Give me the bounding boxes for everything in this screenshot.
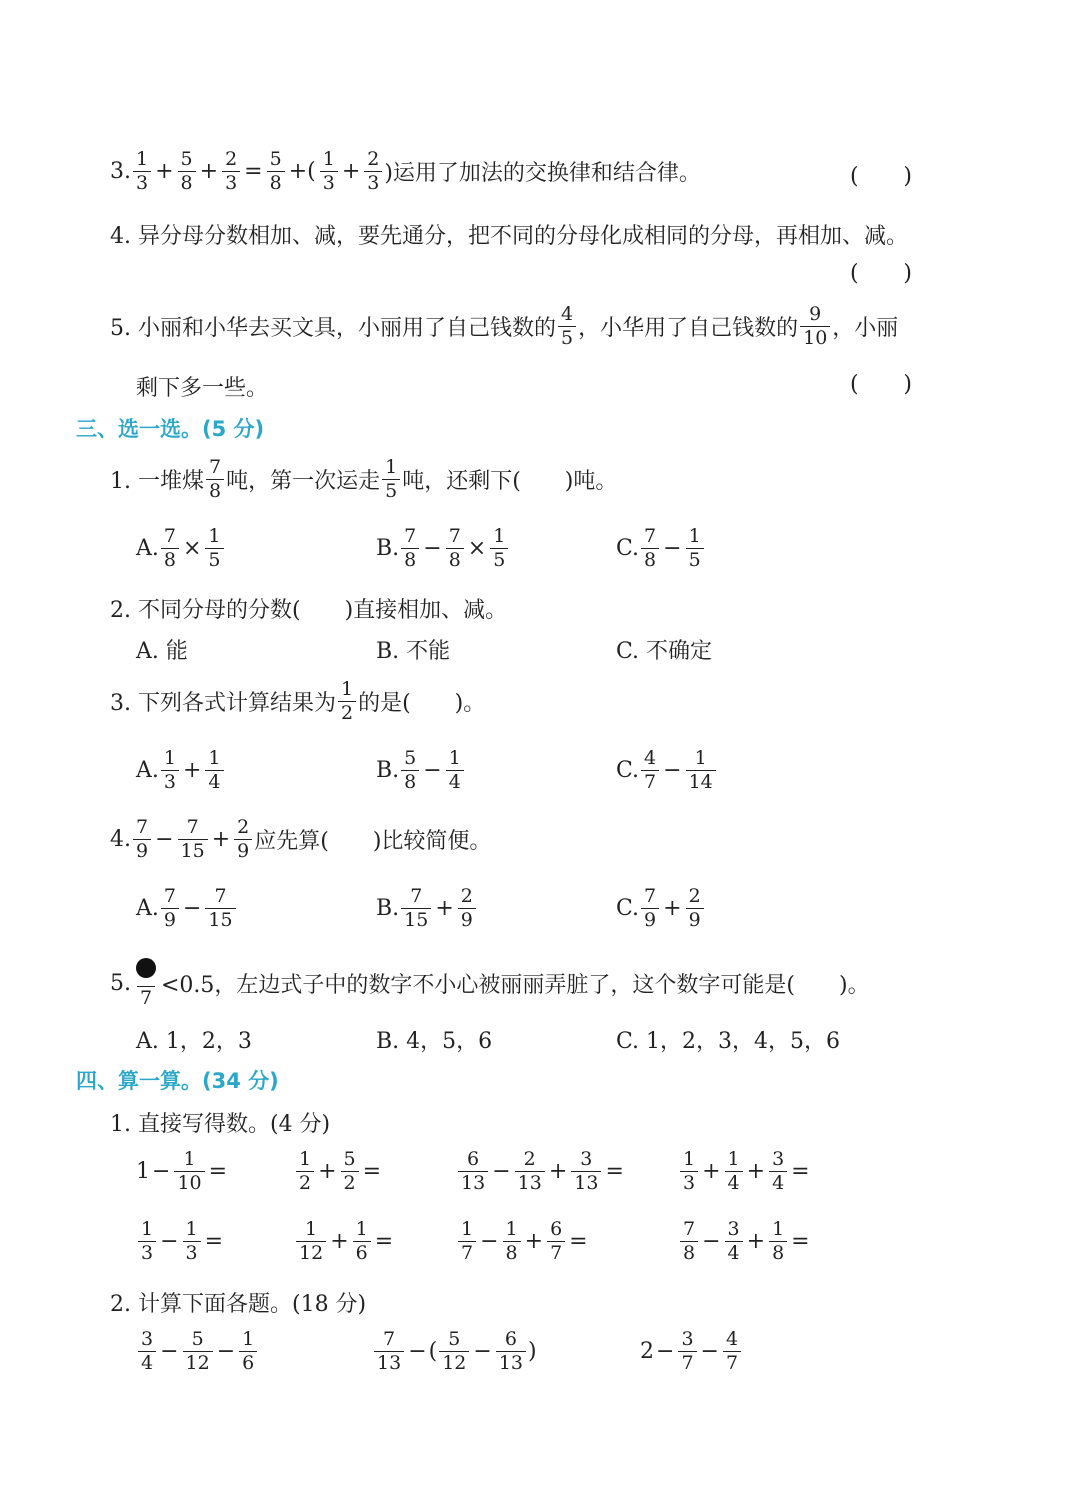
- fraction: $\frac{9}{10}$: [800, 305, 830, 348]
- oral-calc-item[interactable]: $\frac{1}{2}$ + $\frac{5}{2}$ =: [294, 1150, 383, 1193]
- option-a[interactable]: A. 1，2，3: [136, 1029, 252, 1054]
- option-a[interactable]: A. $\frac{7}{8}$ × $\frac{1}{5}$: [136, 527, 226, 570]
- option-b[interactable]: B. $\frac{5}{8}$ − $\frac{1}{4}$: [376, 749, 466, 792]
- calc-problem[interactable]: 2 − $\frac{3}{7}$ − $\frac{4}{7}$: [640, 1330, 743, 1373]
- calc-part2-title: 2. 计算下面各题。(18 分): [110, 1292, 367, 1317]
- option-c[interactable]: C. 1，2，3，4，5，6: [616, 1029, 841, 1054]
- answer-parens[interactable]: ( ): [850, 261, 912, 286]
- judge-q3: 3. $\frac{1}{3}$ + $\frac{5}{8}$ + $\frac{2}{3}$ = $\frac{5}{8}$ +( $\frac{1}{3}$ + $\frac{2}{3}$ )运用了加法的交换律和结合律。: [110, 148, 701, 194]
- choice-q1: 1. 一堆煤 $\frac{7}{8}$ 吨，第一次运走 $\frac{1}{5}$ 吨，还剩下( )吨。: [110, 456, 618, 502]
- choice-q5: 5. 7 <0.5，左边式子中的数字不小心被丽丽弄脏了，这个数字可能是( )。: [110, 958, 870, 1008]
- judge-q5: 5. 小丽和小华去买文具，小丽用了自己钱数的 $\frac{4}{5}$ ，小华用了自己钱数的 $\frac{9}{10}$ ，小丽: [110, 303, 899, 349]
- oral-calc-item[interactable]: $\frac{1}{3}$ + $\frac{1}{4}$ + $\frac{3}{4}$ =: [678, 1150, 812, 1193]
- fraction: $\frac{1}{2}$: [338, 680, 356, 723]
- fraction: $\frac{1}{3}$: [320, 150, 338, 193]
- ink-blot-icon: [136, 958, 156, 978]
- option-c[interactable]: C. $\frac{7}{9}$ + $\frac{2}{9}$: [616, 887, 706, 930]
- option-b[interactable]: B. 不能: [376, 639, 451, 664]
- answer-parens[interactable]: ( ): [850, 164, 912, 189]
- fraction: $\frac{1}{3}$: [133, 150, 151, 193]
- oral-calc-item[interactable]: $\frac{1}{3}$ − $\frac{1}{3}$ =: [136, 1220, 225, 1263]
- option-b[interactable]: B. 4，5，6: [376, 1029, 493, 1054]
- option-c[interactable]: C. 不确定: [616, 639, 713, 664]
- oral-calc-item[interactable]: $\frac{6}{13}$ − $\frac{2}{13}$ + $\frac{3}{13}$ =: [456, 1150, 626, 1193]
- section-title-calculate: 四、算一算。(34 分): [76, 1069, 279, 1093]
- judge-q5-cont: 剩下多一些。: [136, 376, 269, 401]
- oral-calc-item[interactable]: 1 − $\frac{1}{10}$ =: [136, 1148, 228, 1194]
- ink-blot-fraction: 7: [133, 958, 159, 1008]
- fraction: $\frac{5}{8}$: [178, 150, 196, 193]
- choice-q3: 3. 下列各式计算结果为 $\frac{1}{2}$ 的是( )。: [110, 678, 486, 724]
- section-title-choose: 三、选一选。(5 分): [76, 417, 265, 441]
- calc-part1-title: 1. 直接写得数。(4 分): [110, 1112, 331, 1137]
- option-b[interactable]: B. $\frac{7}{8}$ − $\frac{7}{8}$ × $\frac{1}{5}$: [376, 527, 510, 570]
- option-a[interactable]: A. 能: [136, 639, 188, 664]
- fraction: $\frac{7}{8}$: [206, 458, 224, 501]
- fraction: $\frac{1}{5}$: [382, 458, 400, 501]
- calc-problem[interactable]: $\frac{7}{13}$ − ( $\frac{5}{12}$ − $\frac{6}{13}$ ): [372, 1330, 537, 1373]
- oral-calc-item[interactable]: $\frac{1}{12}$ + $\frac{1}{6}$ =: [294, 1220, 395, 1263]
- choice-q4: 4. $\frac{7}{9}$ − $\frac{7}{15}$ + $\frac{2}{9}$ 应先算( )比较简便。: [110, 816, 492, 862]
- option-a[interactable]: A. $\frac{7}{9}$ − $\frac{7}{15}$: [136, 887, 238, 930]
- judge-q4: 4. 异分母分数相加、减，要先通分，把不同的分母化成相同的分母，再相加、减。: [110, 224, 908, 249]
- fraction: $\frac{4}{5}$: [558, 305, 576, 348]
- oral-calc-item[interactable]: $\frac{7}{8}$ − $\frac{3}{4}$ + $\frac{1}{8}$ =: [678, 1220, 812, 1263]
- fraction: $\frac{5}{8}$: [267, 150, 285, 193]
- calc-problem[interactable]: $\frac{3}{4}$ − $\frac{5}{12}$ − $\frac{1}{6}$: [136, 1330, 259, 1373]
- oral-calc-item[interactable]: $\frac{1}{7}$ − $\frac{1}{8}$ + $\frac{6}{7}$ =: [456, 1220, 590, 1263]
- choice-q2: 2. 不同分母的分数( )直接相加、减。: [110, 598, 508, 623]
- option-b[interactable]: B. $\frac{7}{15}$ + $\frac{2}{9}$: [376, 887, 478, 930]
- option-c[interactable]: C. $\frac{4}{7}$ − $\frac{1}{14}$: [616, 749, 718, 792]
- option-c[interactable]: C. $\frac{7}{8}$ − $\frac{1}{5}$: [616, 527, 706, 570]
- answer-parens[interactable]: ( ): [850, 372, 912, 397]
- fraction: $\frac{2}{3}$: [364, 150, 382, 193]
- fraction: $\frac{2}{3}$: [222, 150, 240, 193]
- option-a[interactable]: A. $\frac{1}{3}$ + $\frac{1}{4}$: [136, 749, 226, 792]
